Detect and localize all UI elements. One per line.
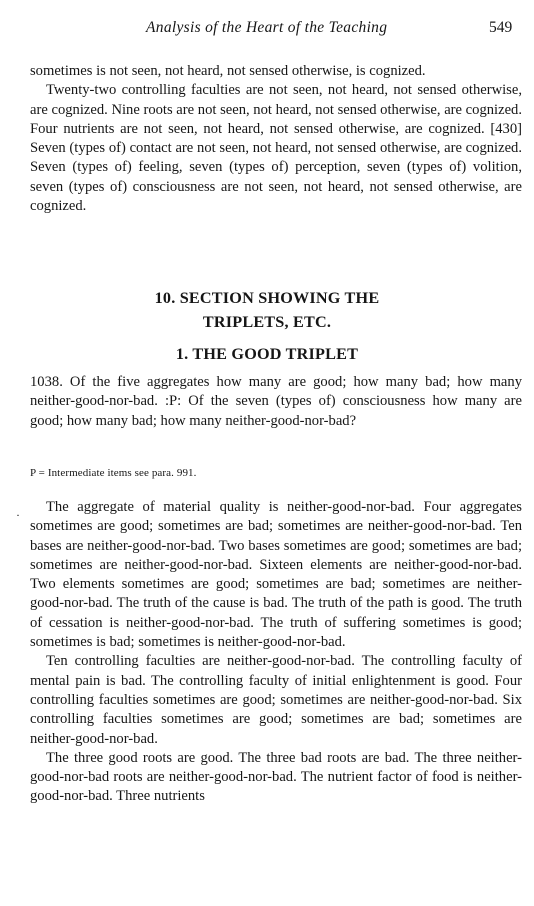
subsection-heading: 1. THE GOOD TRIPLET: [175, 345, 359, 363]
paragraph: sometimes is not seen, not heard, not sensed otherwise, is cognized.: [30, 63, 426, 79]
section-heading: [0, 286, 534, 334]
question-text: [30, 373, 522, 431]
running-title: Analysis of the Heart of the Teaching: [146, 19, 388, 36]
footnote: P = Intermediate items see para. 991.: [30, 467, 197, 479]
paragraph: 1038. Of the five aggregates how many are good; how many bad; how many neither-good-nor-bad. :P: Of the seven (types of) consciousness how many are good; how many bad; how many neither-good-nor-bad?: [30, 374, 522, 429]
section-heading-line: TRIPLETS, ETC.: [202, 313, 332, 331]
page-number: 549: [489, 19, 513, 36]
running-head: [0, 19, 534, 43]
paragraph: Ten controlling faculties are neither-good-nor-bad. The controlling faculty of mental pain is bad. The controlling faculty of initial enlightenment is good. Four controlling faculties sometimes are good; sometimes are neither-good-nor-bad. Six controlling faculties sometimes are good; sometimes are bad; sometimes are neither-good-nor-bad.: [30, 653, 522, 747]
paragraph: Twenty-two controlling faculties are not seen, not heard, not sensed otherwise, are cognized. Nine roots are not seen, not heard, not sensed otherwise, are cognized. Four nutrients are not seen, not heard, not sensed otherwise, are cognized. [430] Seven (types of) contact are not seen, not heard, not sensed otherwise, are cognized. Seven (types of) feeling, seven (types of) perception, seven (types of) volition, seven (types of) consciousness are not seen, not heard, not sensed otherwise, are cognized.: [30, 82, 522, 215]
answer-text: [30, 498, 522, 807]
paragraph: The aggregate of material quality is neither-good-nor-bad. Four aggregates sometimes are good; sometimes are bad; sometimes are neither-good-nor-bad. Ten bases are neither-good-nor-bad. Two bases sometimes are good; sometimes are bad; sometimes are neither-good-nor-bad. Sixteen elements are neither-good-nor-bad. Two elements sometimes are good; sometimes are bad; sometimes are neither-good-nor-bad. The truth of the cause is bad. The truth of the path is good. The truth of cessation is neither-good-nor-bad. The truth of suffering sometimes is good; sometimes is bad; sometimes is neither-good-nor-bad.: [30, 499, 522, 651]
margin-mark: ·: [16, 508, 20, 522]
paragraph: The three good roots are good. The three bad roots are bad. The three neither-good-nor-bad roots are neither-good-nor-bad. The nutrient factor of food is neither-good-nor-bad. Three nutrients: [30, 749, 522, 805]
section-heading-line: 10. SECTION SHOWING THE: [154, 289, 380, 307]
continuation-text: [30, 62, 522, 216]
